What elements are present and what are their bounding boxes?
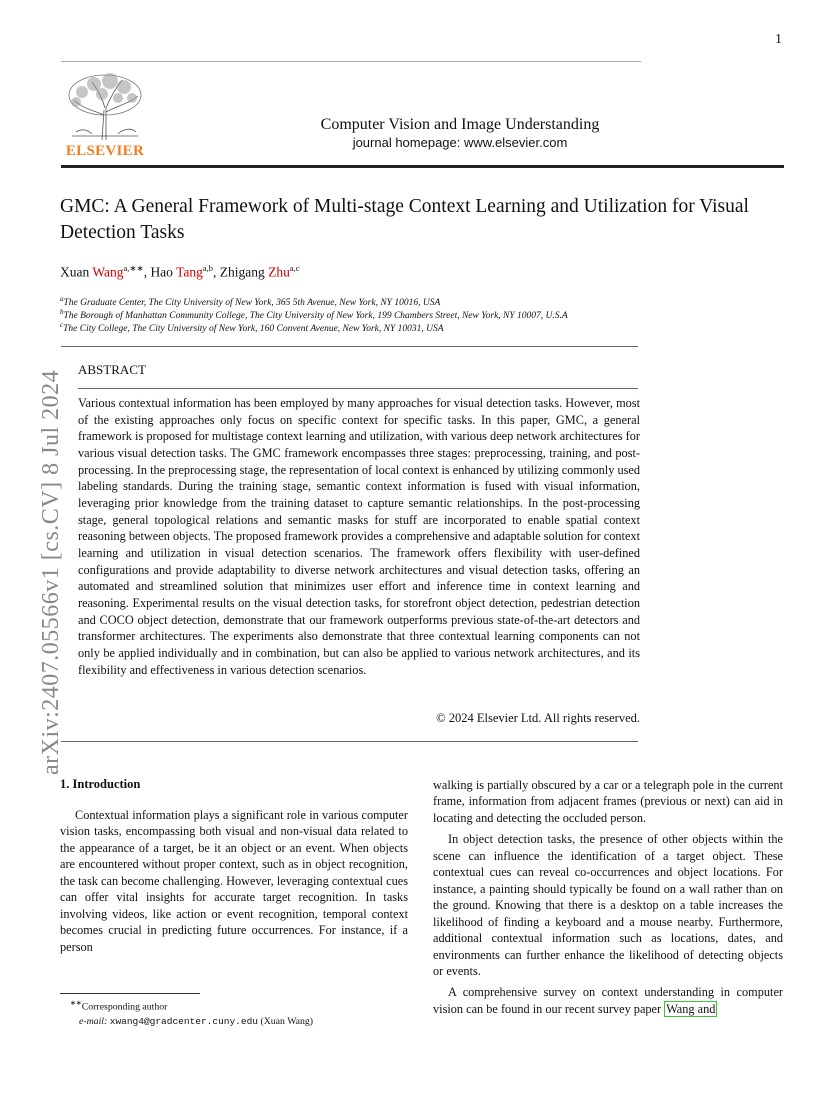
abstract-text: Various contextual information has been employed by many approaches for visual detection tasks. However, most of the existing approaches only focus on specific context for specific tasks. In this paper, GMC, a general framework is proposed for multistage context learning and utilization, with various deep network architectures for various visual detection tasks. The GMC framework encompasses three stages: preprocessing, training, and post-processing. In the preprocessing stage, the representation of local context is enhanced by utilizing commonly used labeling standards. During the training stage, semantic context information is fused with visual information, leveraging prior knowledge from the training dataset to capture semantic relationships. In the post-processing stage, general topological relations and semantic masks for stuff are incorporated to enable spatial context reasoning between objects. The proposed framework provides a comprehensive and adaptable solution for context learning and utilization in visual detection scenarios. The framework offers flexibility with user-defined configurations and provide adaptability to diverse network architectures and visual detection tasks, offering an automated and streamlined solution that minimizes user effort and inference time in context learning and reasoning. Experimental results on the visual detection tasks, for storefront object detection, pedestrian detection and COCO object detection, demonstrate that our framework outperforms previous state-of-the-art detectors and transformer architectures. The experiments also demonstrate that three contextual learning components can not only be applied individually and in combination, but can also be applied to various network architectures, and its flexibility and effectiveness in various detection scenarios. (78, 396, 640, 677)
paragraph: In object detection tasks, the presence of other objects within the scene can influence the identification of a target object. These contextual cues can reveal co-occurrences and object locations. For instance, a painting should typically be found on a wall rather than on the ground. Knowing that there is a desktop on a table increases the likelihood of finding a keyboard and a mouse nearby. Furthermore, additional contextual information such as locations, dates, and environments can further enhance the likelihood of detecting objects or events. (433, 832, 783, 978)
affiliation (60, 321, 444, 334)
author-link[interactable]: Wang (92, 264, 124, 280)
page-number: 1 (775, 32, 782, 47)
abstract-bottom-rule (61, 741, 638, 742)
right-column (433, 777, 783, 1022)
author-link[interactable]: Zhu (268, 264, 290, 280)
author-first: Zhigang (219, 264, 269, 280)
email-label: e-mail: (79, 1016, 108, 1028)
journal-name: Computer Vision and Image Understanding (320, 116, 600, 133)
author-affil-mark: a,c (289, 263, 300, 273)
affiliation (60, 295, 440, 308)
tree-icon (62, 70, 148, 142)
author-affil-mark: a,b (202, 263, 214, 273)
affil-text: The City College, The City University of New York, 160 Convent Avenue, New York, NY 10031, USA (63, 324, 444, 335)
paragraph: Contextual information plays a significant role in various computer vision tasks, encompassing both visual and non-visual data related to the appearance of a target, be it an object or an event. When objects are encountered without proper context, such as in object recognition, the task can become challenging. However, leveraging contextual cues can offer vital insights for accurate target recognition. In tasks involving videos, like action or event recognition, temporal context becomes crucial in predicting future occurrences. For instance, if a person (60, 808, 408, 954)
paper-title: GMC: A General Framework of Multi-stage Context Learning and Utilization for Visual Detection Tasks (60, 196, 749, 243)
arxiv-watermark: arXiv:2407.05566v1 [cs.CV] 8 Jul 2024 (38, 369, 64, 775)
abstract-heading: ABSTRACT (78, 362, 146, 377)
footnote-rule (60, 993, 200, 994)
author-first: Xuan (60, 264, 93, 280)
affil-text: The Graduate Center, The City University of New York, 365 5th Avenue, New York, NY 10016, USA (63, 298, 441, 309)
left-column (60, 807, 408, 955)
email-owner: (Xuan Wang) (260, 1016, 314, 1028)
journal-homepage[interactable]: journal homepage: www.elsevier.com (352, 135, 568, 150)
author-first: Hao (150, 264, 177, 280)
abstract-top-rule (61, 346, 638, 347)
header-thick-rule (61, 165, 784, 168)
abstract-heading-rule (78, 388, 638, 389)
affil-mark: a (60, 295, 64, 303)
affil-mark: c (60, 321, 64, 329)
copyright-notice: © 2024 Elsevier Ltd. All rights reserved. (436, 711, 640, 725)
author-affil-mark: a,∗∗ (123, 263, 144, 273)
footnote-mark: ∗∗ (70, 999, 82, 1007)
affil-mark: b (60, 308, 64, 316)
affiliation (60, 308, 568, 321)
author-sep: , (143, 264, 151, 280)
author-sep: , (213, 264, 220, 280)
footnote-text: Corresponding author (81, 1001, 168, 1013)
paragraph-text: A comprehensive survey on context understanding in computer vision can be found in our recent survey paper (433, 985, 783, 1016)
author-link[interactable]: Tang (176, 264, 203, 280)
elsevier-logo (62, 70, 148, 160)
email-link[interactable]: xwang4@gradcenter.cuny.edu (109, 1016, 258, 1028)
paragraph: walking is partially obscured by a car or a telegraph pole in the current frame, information from adjacent frames (previous or next) can aid in locating and detecting the occluded person. (433, 778, 783, 825)
publisher-name: ELSEVIER (65, 143, 145, 159)
header-rule (61, 61, 641, 62)
section-heading: 1. Introduction (60, 777, 141, 791)
footnote (70, 996, 313, 1029)
citation-link[interactable]: Wang and (666, 1001, 716, 1016)
paragraph (433, 984, 783, 1017)
author-list (60, 263, 300, 281)
affil-text: The Borough of Manhattan Community College, The City University of New York, 199 Chambers Street, New York, NY 10007, U.S.A (63, 311, 568, 322)
